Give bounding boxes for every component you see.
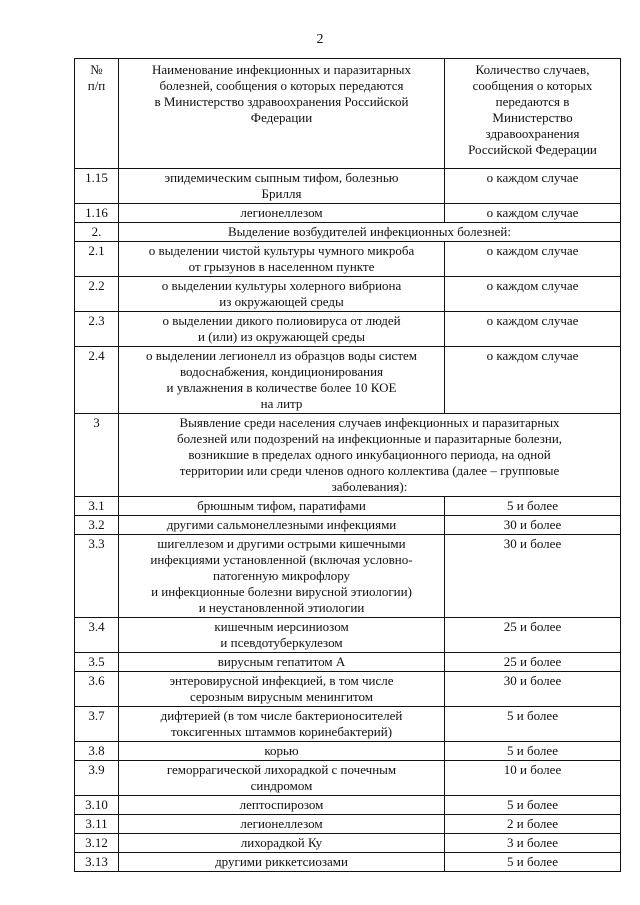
header-name: Наименование инфекционных и паразитарных болезней, сообщения о которых передаются в Министерство здравоохранения Российской Федерации	[119, 59, 445, 169]
disease-name: о выделении легионелл из образцов воды систем водоснабжения, кондиционирования и увлажнения в количестве более 10 КОЕ на литр	[119, 347, 445, 414]
header-num: № п/п	[75, 59, 119, 169]
row-number: 2.3	[75, 312, 119, 347]
disease-name: шигеллезом и другими острыми кишечными инфекциями установленной (включая условно- патогенную микрофлору и инфекционные болезни вирусной этиологии) и неустановленной этиологии	[119, 535, 445, 618]
case-count: 30 и более	[445, 672, 621, 707]
disease-name: геморрагической лихорадкой с почечным синдромом	[119, 761, 445, 796]
disease-name: брюшным тифом, паратифами	[119, 497, 445, 516]
case-count: 25 и более	[445, 618, 621, 653]
disease-name: лихорадкой Ку	[119, 834, 445, 853]
table-row	[75, 815, 621, 834]
case-count: 5 и более	[445, 853, 621, 872]
section-title: Выделение возбудителей инфекционных болезней:	[119, 223, 621, 242]
table-row	[75, 347, 621, 414]
section-title: Выявление среди населения случаев инфекционных и паразитарных болезней или подозрений на инфекционные и паразитарные болезни, возникшие в пределах одного инкубационного периода, на одной территории или среди членов одного коллектива (далее – групповые заболевания):	[119, 414, 621, 497]
row-number: 3.13	[75, 853, 119, 872]
table-row	[75, 853, 621, 872]
row-number: 3	[75, 414, 119, 497]
table-row	[75, 169, 621, 204]
case-count: 3 и более	[445, 834, 621, 853]
case-count: 2 и более	[445, 815, 621, 834]
row-number: 3.2	[75, 516, 119, 535]
table-body	[75, 169, 621, 872]
row-number: 3.6	[75, 672, 119, 707]
section-row	[75, 223, 621, 242]
row-number: 3.10	[75, 796, 119, 815]
disease-name: легионеллезом	[119, 204, 445, 223]
row-number: 1.15	[75, 169, 119, 204]
table-row	[75, 535, 621, 618]
table-row	[75, 742, 621, 761]
table-row	[75, 653, 621, 672]
disease-reporting-table	[74, 58, 621, 872]
disease-name: о выделении дикого полиовируса от людей и (или) из окружающей среды	[119, 312, 445, 347]
disease-name: эпидемическим сыпным тифом, болезнью Брилля	[119, 169, 445, 204]
row-number: 3.9	[75, 761, 119, 796]
table-row	[75, 242, 621, 277]
table-row	[75, 672, 621, 707]
row-number: 3.7	[75, 707, 119, 742]
case-count: 5 и более	[445, 707, 621, 742]
table-row	[75, 796, 621, 815]
case-count: 30 и более	[445, 516, 621, 535]
case-count: о каждом случае	[445, 242, 621, 277]
row-number: 2.1	[75, 242, 119, 277]
case-count: о каждом случае	[445, 312, 621, 347]
section-row	[75, 414, 621, 497]
header-count: Количество случаев, сообщения о которых передаются в Министерство здравоохранения Российской Федерации	[445, 59, 621, 169]
case-count: о каждом случае	[445, 347, 621, 414]
disease-name: лептоспирозом	[119, 796, 445, 815]
disease-name: легионеллезом	[119, 815, 445, 834]
case-count: 10 и более	[445, 761, 621, 796]
row-number: 2.	[75, 223, 119, 242]
row-number: 2.2	[75, 277, 119, 312]
table-row	[75, 834, 621, 853]
row-number: 3.4	[75, 618, 119, 653]
table-row	[75, 618, 621, 653]
disease-name: кишечным иерсиниозом и псевдотуберкулезом	[119, 618, 445, 653]
row-number: 3.5	[75, 653, 119, 672]
row-number: 3.3	[75, 535, 119, 618]
disease-name: дифтерией (в том числе бактерионосителей токсигенных штаммов коринебактерий)	[119, 707, 445, 742]
table-header-row	[75, 59, 621, 169]
case-count: 5 и более	[445, 497, 621, 516]
table-row	[75, 761, 621, 796]
disease-name: другими риккетсиозами	[119, 853, 445, 872]
case-count: о каждом случае	[445, 277, 621, 312]
row-number: 3.8	[75, 742, 119, 761]
disease-name: энтеровирусной инфекцией, в том числе серозным вирусным менингитом	[119, 672, 445, 707]
case-count: о каждом случае	[445, 204, 621, 223]
row-number: 1.16	[75, 204, 119, 223]
disease-name: вирусным гепатитом А	[119, 653, 445, 672]
row-number: 3.11	[75, 815, 119, 834]
page-number: 2	[316, 32, 324, 47]
case-count: 5 и более	[445, 796, 621, 815]
case-count: 25 и более	[445, 653, 621, 672]
disease-name: о выделении чистой культуры чумного микроба от грызунов в населенном пункте	[119, 242, 445, 277]
case-count: о каждом случае	[445, 169, 621, 204]
table-row	[75, 277, 621, 312]
row-number: 3.1	[75, 497, 119, 516]
row-number: 3.12	[75, 834, 119, 853]
table-row	[75, 312, 621, 347]
case-count: 30 и более	[445, 535, 621, 618]
case-count: 5 и более	[445, 742, 621, 761]
disease-name: корью	[119, 742, 445, 761]
disease-name: о выделении культуры холерного вибриона из окружающей среды	[119, 277, 445, 312]
table-row	[75, 516, 621, 535]
disease-name: другими сальмонеллезными инфекциями	[119, 516, 445, 535]
table-row	[75, 497, 621, 516]
table-row	[75, 707, 621, 742]
row-number: 2.4	[75, 347, 119, 414]
table-row	[75, 204, 621, 223]
